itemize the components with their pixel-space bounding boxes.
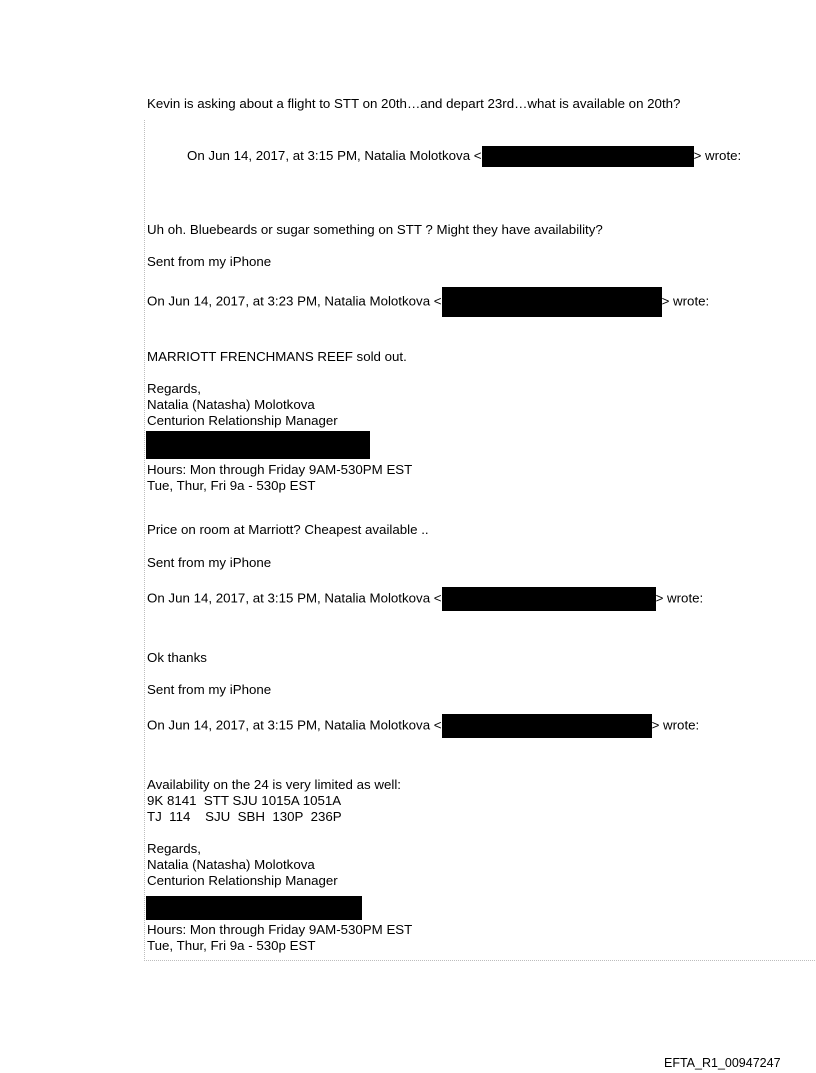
signature-days: Tue, Thur, Fri 9a - 530p EST [147,938,316,953]
quote-header-prefix: On Jun 14, 2017, at 3:23 PM, Natalia Molotkova < [147,293,442,309]
flight-line: TJ 114 SJU SBH 130P 236P [147,809,342,824]
signature-line: Sent from my iPhone [147,682,272,697]
quote-header [187,146,741,167]
quote-header [147,287,709,317]
redaction-bar [442,714,652,738]
redaction-bar [442,587,656,611]
redaction-bar [442,287,662,317]
signature-hours: Hours: Mon through Friday 9AM-530PM EST [147,462,413,477]
quote-header-prefix: On Jun 14, 2017, at 3:15 PM, Natalia Molotkova < [147,590,442,606]
flight-line: 9K 8141 STT SJU 1015A 1051A [147,793,342,808]
message-text: Ok thanks [147,650,207,665]
signature-title: Centurion Relationship Manager [147,413,338,428]
quote-header [147,587,703,611]
message-text: Kevin is asking about a flight to STT on 20th…and depart 23rd…what is available on 20th? [147,96,681,111]
email-body-frame [144,120,816,961]
signature-title: Centurion Relationship Manager [147,873,338,888]
signature-regards: Regards, [147,841,201,856]
quote-header [147,714,699,738]
signature-name: Natalia (Natasha) Molotkova [147,397,315,412]
signature-line: Sent from my iPhone [147,254,272,269]
signature-hours: Hours: Mon through Friday 9AM-530PM EST [147,922,413,937]
redaction-bar [146,431,370,459]
signature-name: Natalia (Natasha) Molotkova [147,857,315,872]
quote-header-suffix: > wrote: [693,148,742,164]
quote-header-suffix: > wrote: [661,293,710,309]
message-text: Price on room at Marriott? Cheapest available .. [147,522,429,537]
message-text: MARRIOTT FRENCHMANS REEF sold out. [147,349,407,364]
signature-regards: Regards, [147,381,201,396]
message-text: Availability on the 24 is very limited as well: [147,777,401,792]
quote-header-prefix: On Jun 14, 2017, at 3:15 PM, Natalia Molotkova < [187,148,482,164]
document-id: EFTA_R1_00947247 [664,1056,781,1070]
signature-days: Tue, Thur, Fri 9a - 530p EST [147,478,316,493]
quote-header-prefix: On Jun 14, 2017, at 3:15 PM, Natalia Molotkova < [147,717,442,733]
quote-header-suffix: > wrote: [655,590,704,606]
signature-line: Sent from my iPhone [147,555,272,570]
quote-header-suffix: > wrote: [651,717,700,733]
message-text: Uh oh. Bluebeards or sugar something on STT ? Might they have availability? [147,222,603,237]
redaction-bar [482,146,694,167]
redaction-bar [146,896,362,920]
